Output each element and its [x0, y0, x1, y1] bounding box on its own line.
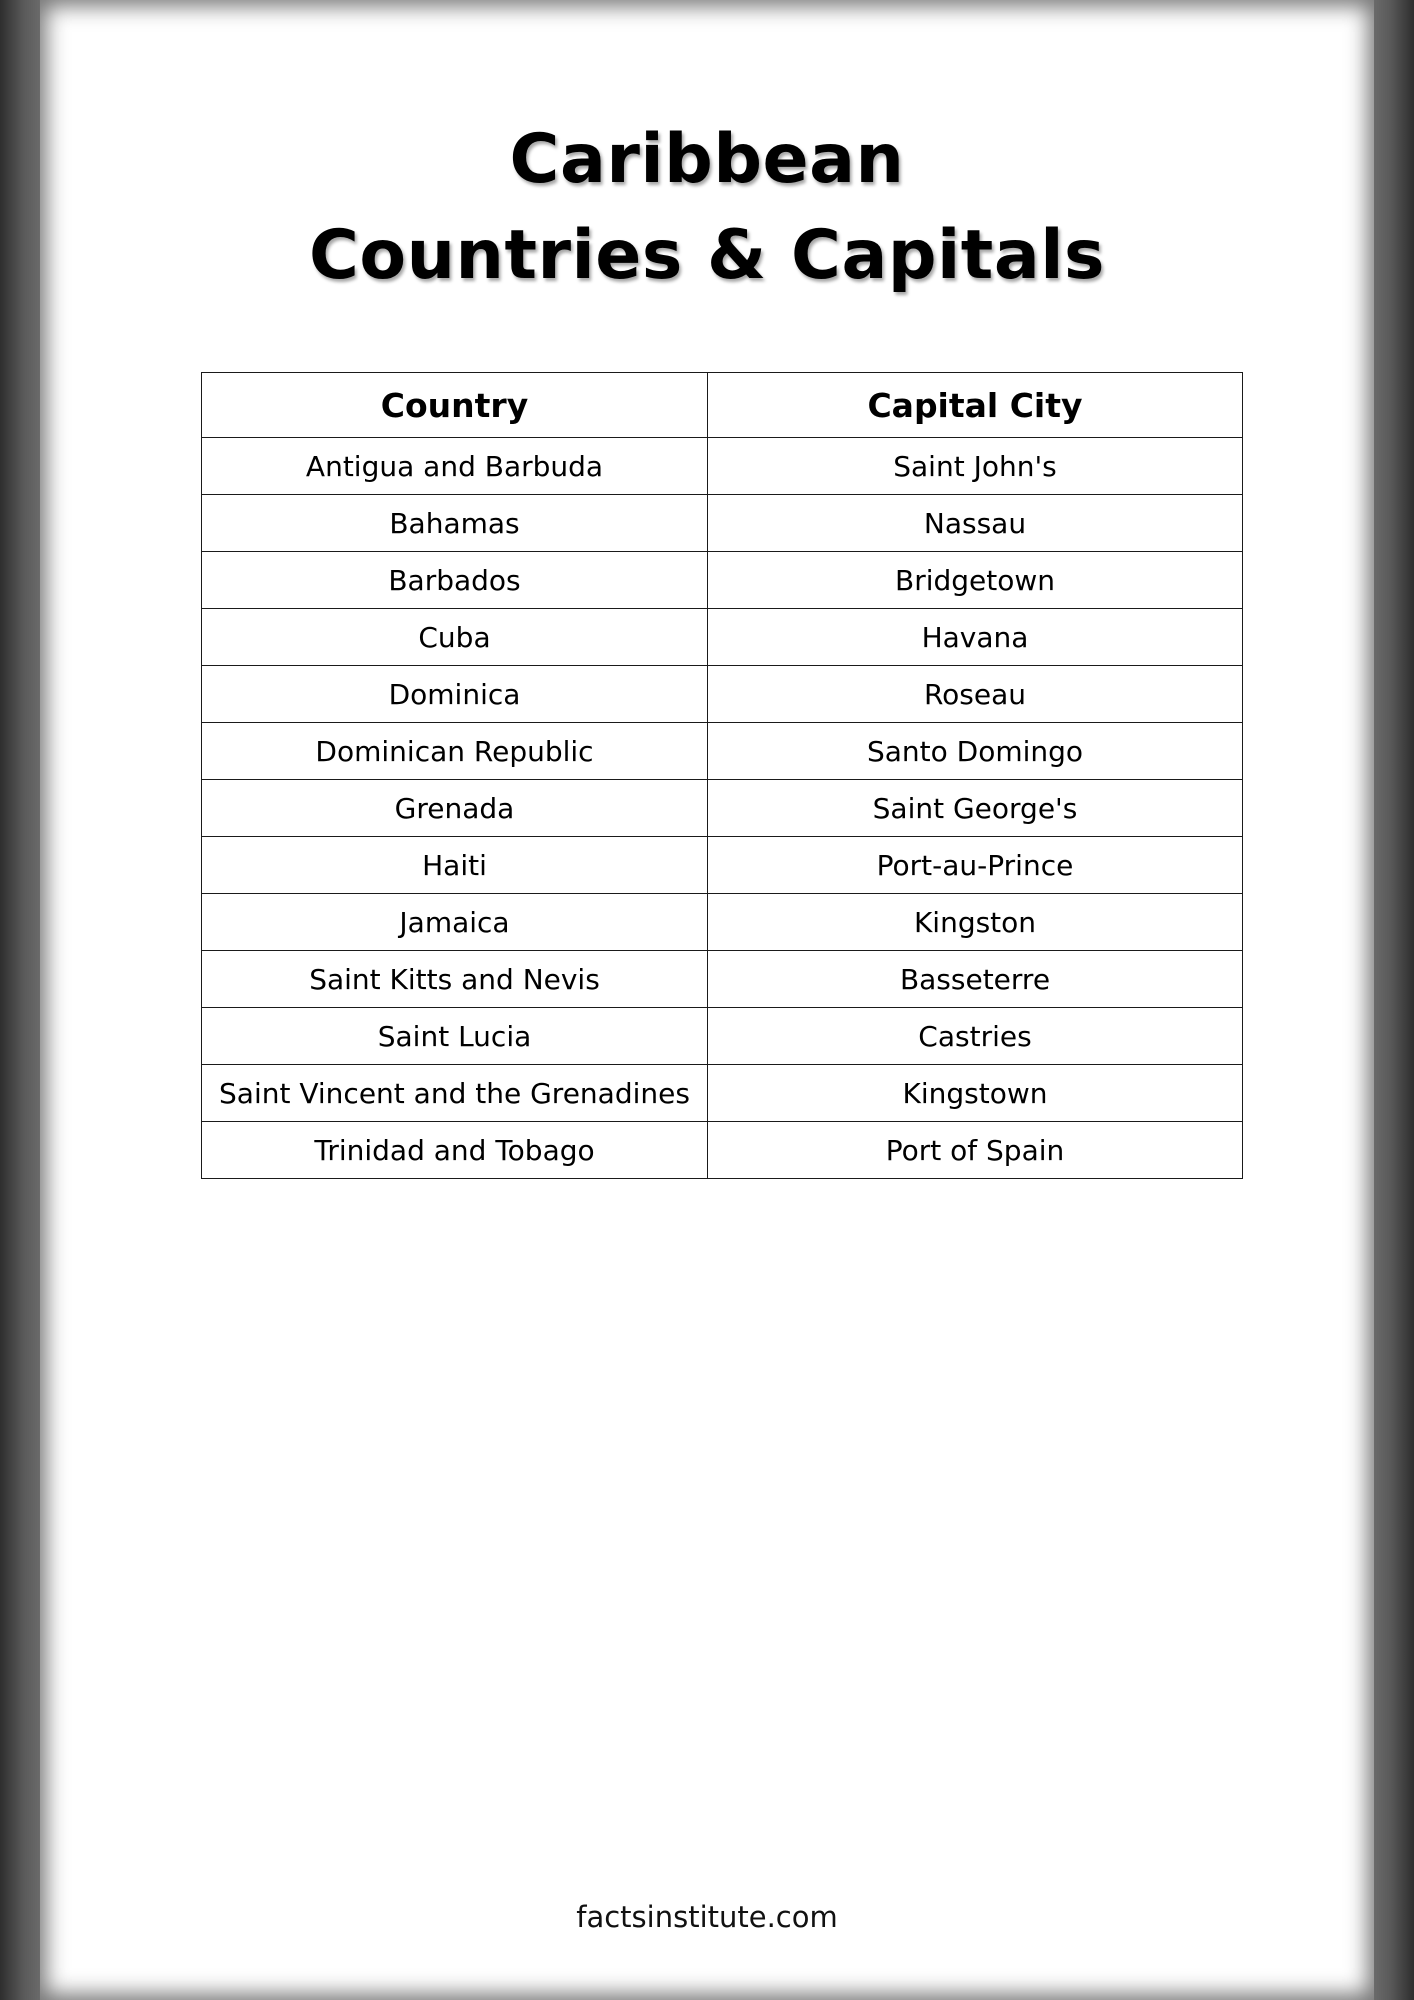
table-row: [202, 495, 1243, 552]
footer-website: factsinstitute.com: [576, 1900, 838, 1934]
capital-cell: Havana: [708, 609, 1243, 666]
capital-cell: Bridgetown: [708, 552, 1243, 609]
country-cell: Jamaica: [202, 894, 708, 951]
country-cell: Cuba: [202, 609, 708, 666]
table-row: [202, 723, 1243, 780]
country-cell: Saint Lucia: [202, 1008, 708, 1065]
capital-cell: Port of Spain: [708, 1122, 1243, 1179]
country-cell: Saint Kitts and Nevis: [202, 951, 708, 1008]
table-row: [202, 1065, 1243, 1122]
table-row: [202, 894, 1243, 951]
document-page: [40, 0, 1374, 2000]
capital-cell: Basseterre: [708, 951, 1243, 1008]
country-cell: Saint Vincent and the Grenadines: [202, 1065, 708, 1122]
capital-cell: Roseau: [708, 666, 1243, 723]
table-row: [202, 666, 1243, 723]
capital-cell: Saint George's: [708, 780, 1243, 837]
country-cell: Trinidad and Tobago: [202, 1122, 708, 1179]
table-header-row: [202, 373, 1243, 438]
country-cell: Haiti: [202, 837, 708, 894]
title-line-1: Caribbean: [509, 120, 905, 199]
table-row: [202, 609, 1243, 666]
country-cell: Antigua and Barbuda: [202, 438, 708, 495]
capital-cell: Santo Domingo: [708, 723, 1243, 780]
page-title: [40, 112, 1374, 304]
country-cell: Barbados: [202, 552, 708, 609]
title-line-2: Countries & Capitals: [309, 216, 1105, 295]
capital-cell: Nassau: [708, 495, 1243, 552]
table-row: [202, 780, 1243, 837]
capital-column-header: Capital City: [708, 373, 1243, 438]
country-cell: Dominican Republic: [202, 723, 708, 780]
country-cell: Dominica: [202, 666, 708, 723]
table-row: [202, 837, 1243, 894]
capital-cell: Kingstown: [708, 1065, 1243, 1122]
table-row: [202, 1008, 1243, 1065]
capital-cell: Kingston: [708, 894, 1243, 951]
table-row: [202, 1122, 1243, 1179]
capital-cell: Saint John's: [708, 438, 1243, 495]
country-cell: Bahamas: [202, 495, 708, 552]
table-row: [202, 951, 1243, 1008]
capital-cell: Port-au-Prince: [708, 837, 1243, 894]
table-row: [202, 438, 1243, 495]
country-cell: Grenada: [202, 780, 708, 837]
countries-capitals-table: [201, 372, 1243, 1179]
capital-cell: Castries: [708, 1008, 1243, 1065]
country-column-header: Country: [202, 373, 708, 438]
table-row: [202, 552, 1243, 609]
